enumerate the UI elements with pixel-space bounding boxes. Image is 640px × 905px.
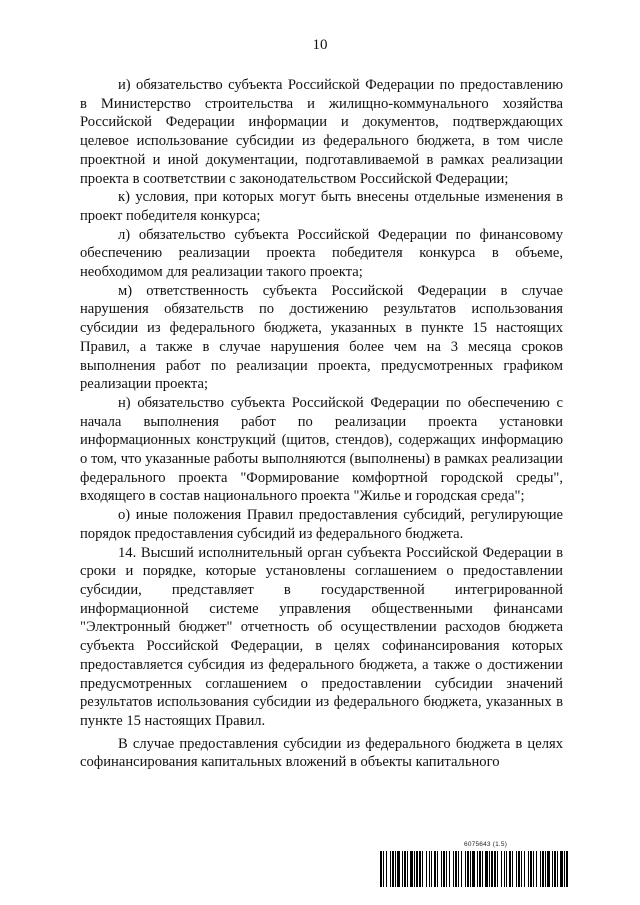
document-body	[80, 76, 563, 772]
paragraph-item-n: н) обязательство субъекта Российской Федерации по обеспечению с начала выполнения работ по реализации проекта установки информационных конструкций (щитов, стендов), содержащих информацию о том, что указанные работы выполняются (выполнены) в рамках реализации федерального проекта "Формирование комфортной городской среды", входящего в состав национального проекта "Жилье и городская среда";	[80, 394, 563, 505]
paragraph-item-l: л) обязательство субъекта Российской Федерации по финансовому обеспечению реализации проекта победителя конкурса в объеме, необходимом для реализации такого проекта;	[80, 226, 563, 281]
document-barcode	[380, 841, 570, 889]
page-number: 10	[312, 37, 328, 53]
barcode-caption: 6075643 (1.5)	[464, 841, 508, 848]
paragraph-clause-14: 14. Высший исполнительный орган субъекта Российской Федерации в сроки и порядке, которые установлены соглашением о предоставлении субсидии, представляет в государственной интегрированной информационной системе управления общественными финансами "Электронный бюджет" отчетность об осуществлении расходов бюджета субъекта Российской Федерации, в целях софинансирования которых предоставляется субсидия из федерального бюджета, а также о достижении предусмотренных соглашением о предоставлении субсидии значений результатов использования субсидии из федерального бюджета, указанных в пункте 15 настоящих Правил.	[80, 544, 563, 729]
paragraph-item-k: к) условия, при которых могут быть внесены отдельные изменения в проект победителя конкурса;	[80, 189, 563, 224]
barcode-bars	[380, 851, 570, 887]
paragraph-item-m: м) ответственность субъекта Российской Федерации в случае нарушения обязательств по достижению результатов использования субсидии из федерального бюджета, указанных в пункте 15 настоящих Правил, а также в случае нарушения более чем на 3 месяца сроков выполнения работ по реализации проекта, предусмотренных графиком реализации проекта;	[80, 282, 563, 393]
paragraph-capital-investments: В случае предоставления субсидии из федерального бюджета в целях софинансирования капитальных вложений в объекты капитального	[80, 735, 563, 771]
barcode-bar	[566, 851, 568, 887]
paragraph-item-o: о) иные положения Правил предоставления субсидий, регулирующие порядок предоставления субсидий из федерального бюджета.	[80, 507, 563, 542]
paragraph-item-i: и) обязательство субъекта Российской Федерации по предоставлению в Министерство строительства и жилищно-коммунального хозяйства Российской Федерации информации и документов, подтверждающих целевое использование субсидии из федерального бюджета, в том числе проектной и иной документации, подготавливаемой в рамках реализации проекта в соответствии с законодательством Российской Федерации;	[80, 77, 563, 187]
